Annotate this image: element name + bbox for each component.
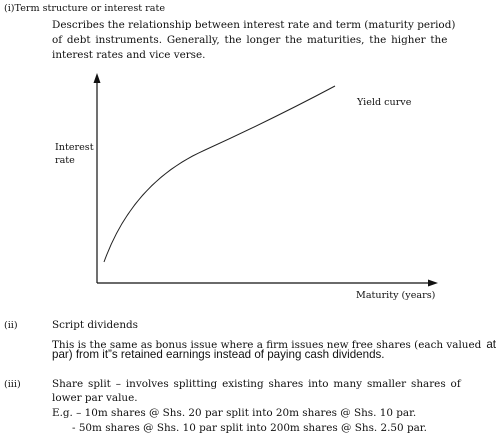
section-iii-example-1: E.g. – 10m shares @ Shs. 20 par split into 20m shares @ Shs. 10 par.	[52, 407, 417, 419]
section-iii-line-2: lower par value.	[52, 392, 138, 404]
section-iii-example-2: - 50m shares @ Shs. 10 par split into 200m shares @ Shs. 2.50 par.	[72, 422, 427, 434]
y-axis-label-line-1: Interest	[55, 142, 94, 153]
section-i-paragraph-line-2: of debt instruments. Generally, the longer the maturities, the higher the	[52, 34, 448, 46]
section-ii-title: Script dividends	[52, 319, 139, 331]
section-i-paragraph-line-1: Describes the relationship between interest rate and term (maturity period)	[52, 19, 456, 31]
section-i-heading: (i)Term structure or interest rate	[4, 3, 166, 14]
y-axis-arrowhead	[94, 73, 101, 83]
y-axis-label-line-2: rate	[55, 155, 75, 166]
section-iii-line-1: Share split – involves splitting existing shares into many smaller shares of	[52, 378, 461, 390]
section-i-paragraph-line-3: interest rates and vice verse.	[52, 49, 206, 61]
x-axis-label: Maturity (years)	[356, 290, 436, 301]
section-ii-line-2: par) from it”s retained earnings instead of paying cash dividends.	[52, 348, 385, 361]
curve-label: Yield curve	[357, 97, 412, 108]
section-iii-number: (iii)	[4, 379, 21, 390]
section-ii-line-1-sans: at	[486, 338, 497, 351]
yield-curve-line	[104, 86, 335, 262]
section-ii-line-1-serif: This is the same as bonus issue where a firm issues new free shares (each valued	[52, 339, 482, 351]
section-ii-number: (ii)	[4, 320, 18, 331]
x-axis-arrowhead	[428, 280, 438, 287]
